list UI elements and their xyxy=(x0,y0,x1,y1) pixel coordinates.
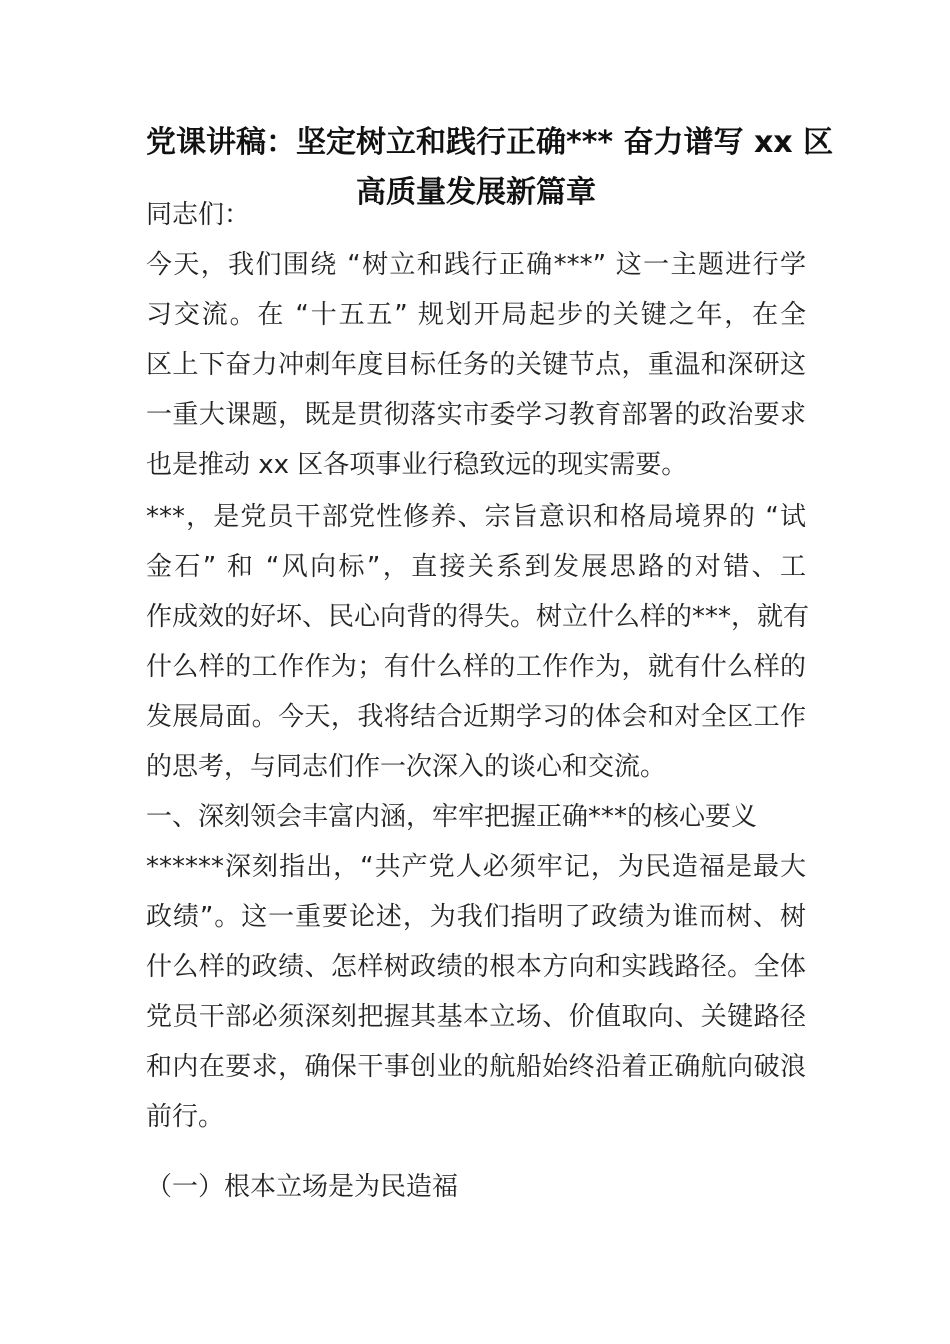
salutation: 同志们： xyxy=(146,200,251,230)
body-line: 的思考，与同志们作一次深入的谈心和交流。 xyxy=(146,752,667,782)
section-heading: 一、深刻领会丰富内涵，牢牢把握正确***的核心要义 xyxy=(146,802,758,832)
body-line: 发展局面。今天，我将结合近期学习的体会和对全区工作 xyxy=(146,702,806,732)
body-line: ***，是党员干部党性修养、宗旨意识和格局境界的 “试 xyxy=(146,502,806,532)
body-line: 作成效的好坏、民心向背的得失。树立什么样的***，就有 xyxy=(146,602,810,632)
body-line: 党员干部必须深刻把握其基本立场、价值取向、关键路径 xyxy=(146,1002,806,1032)
document-title-line-2: 高质量发展新篇章 xyxy=(356,175,596,210)
body-line: 前行。 xyxy=(146,1102,225,1132)
body-line: 什么样的政绩、怎样树政绩的根本方向和实践路径。全体 xyxy=(146,952,806,982)
body-line: 习交流。在 “十五五” 规划开局起步的关键之年，在全 xyxy=(146,300,806,330)
body-line: ******深刻指出，“共产党人必须牢记，为民造福是最大 xyxy=(146,852,806,882)
body-line: 金石” 和 “风向标”，直接关系到发展思路的对错、工 xyxy=(146,552,806,582)
body-line: 今天，我们围绕 “树立和践行正确***” 这一主题进行学 xyxy=(146,250,806,280)
body-line: 和内在要求，确保干事创业的航船始终沿着正确航向破浪 xyxy=(146,1052,806,1082)
body-line: 一重大课题，既是贯彻落实市委学习教育部署的政治要求 xyxy=(146,400,806,430)
body-line: 什么样的工作作为；有什么样的工作作为，就有什么样的 xyxy=(146,652,806,682)
body-line: 区上下奋力冲刺年度目标任务的关键节点，重温和深研这 xyxy=(146,350,806,380)
body-line: 政绩”。这一重要论述，为我们指明了政绩为谁而树、树 xyxy=(146,902,806,932)
body-line: 也是推动 xx 区各项事业行稳致远的现实需要。 xyxy=(146,450,688,480)
document-title-line-1: 党课讲稿：坚定树立和践行正确*** 奋力谱写 xx 区 xyxy=(146,125,834,160)
subsection-heading: （一）根本立场是为民造福 xyxy=(146,1172,459,1202)
